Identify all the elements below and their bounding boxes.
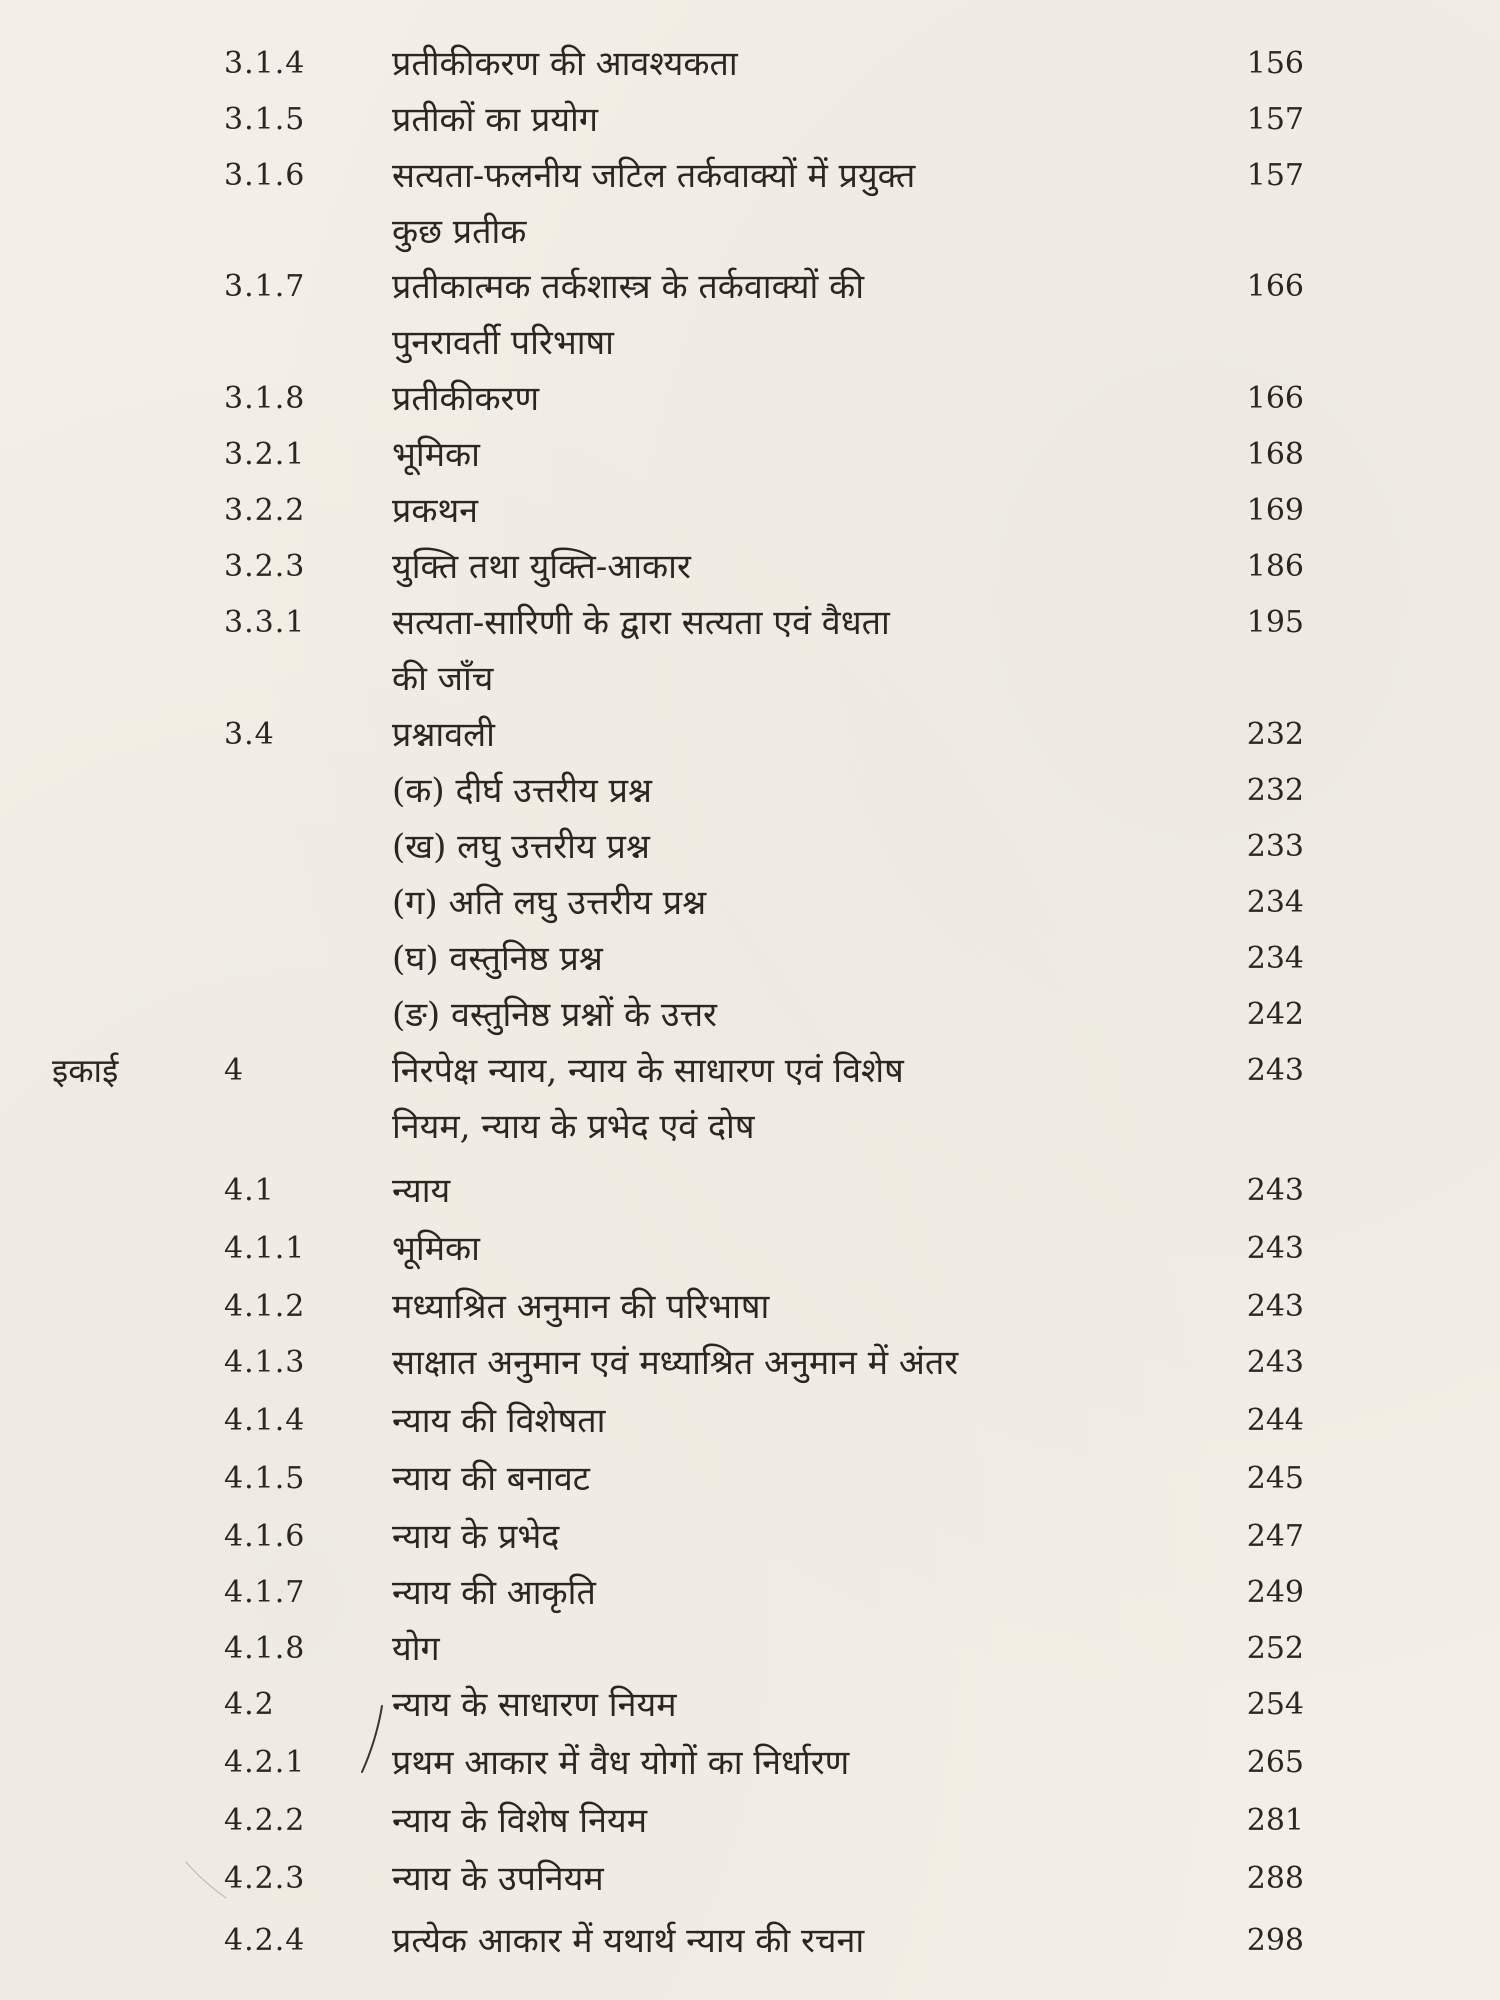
toc-section-title bbox=[392, 875, 1182, 931]
toc-section-number: 4.1.4 bbox=[224, 1403, 306, 1438]
toc-entry bbox=[0, 875, 1500, 931]
toc-page-number: 166 bbox=[1246, 381, 1304, 416]
toc-section-number: 3.2.1 bbox=[224, 437, 306, 472]
toc-page-number: 245 bbox=[1246, 1461, 1304, 1496]
toc-title-line: न्याय की आकृति bbox=[392, 1573, 596, 1613]
toc-page-number: 156 bbox=[1246, 46, 1304, 81]
toc-title-line: सत्यता-फलनीय जटिल तर्कवाक्यों में प्रयुक्त bbox=[392, 156, 916, 196]
toc-title-continuation: नियम, न्याय के प्रभेद एवं दोष bbox=[392, 1107, 755, 1147]
toc-section-title bbox=[392, 1677, 1182, 1733]
toc-section-title bbox=[392, 427, 1182, 483]
toc-title-line: (ङ) वस्तुनिष्ठ प्रश्नों के उत्तर bbox=[392, 995, 717, 1035]
toc-section-title bbox=[392, 931, 1182, 987]
toc-page-number: 157 bbox=[1246, 158, 1304, 193]
toc-entry bbox=[0, 371, 1500, 427]
toc-title-line: प्रत्येक आकार में यथार्थ न्याय की रचना bbox=[392, 1921, 865, 1961]
toc-page-number: 254 bbox=[1246, 1687, 1304, 1722]
toc-section-title bbox=[392, 595, 1182, 707]
toc-title-continuation: की जाँच bbox=[392, 659, 494, 699]
toc-entry bbox=[0, 1451, 1500, 1507]
toc-title-line: साक्षात अनुमान एवं मध्याश्रित अनुमान में अंतर bbox=[392, 1343, 959, 1383]
toc-entry bbox=[0, 1393, 1500, 1449]
toc-section-number: 3.1.4 bbox=[224, 46, 306, 81]
toc-section-title bbox=[392, 539, 1182, 595]
toc-title-line: (घ) वस्तुनिष्ठ प्रश्न bbox=[392, 939, 603, 979]
toc-entry bbox=[0, 259, 1500, 363]
toc-section-title bbox=[392, 1565, 1182, 1621]
toc-section-title bbox=[392, 1393, 1182, 1449]
toc-section-title bbox=[392, 92, 1182, 148]
toc-section-number: 3.1.7 bbox=[224, 269, 306, 304]
toc-title-line: प्रतीकों का प्रयोग bbox=[392, 100, 598, 140]
toc-title-line: प्रकथन bbox=[392, 491, 479, 531]
toc-section-number: 4.2.4 bbox=[224, 1923, 306, 1958]
toc-title-continuation: पुनरावर्ती परिभाषा bbox=[392, 323, 614, 363]
toc-section-number: 3.2.2 bbox=[224, 493, 306, 528]
toc-section-title bbox=[392, 371, 1182, 427]
toc-title-line: भूमिका bbox=[392, 435, 480, 475]
toc-section-title bbox=[392, 1851, 1182, 1907]
toc-section-number: 4.1.7 bbox=[224, 1575, 306, 1610]
toc-section-number: 3.2.3 bbox=[224, 549, 306, 584]
toc-section-title bbox=[392, 987, 1182, 1043]
toc-title-line: (ख) लघु उत्तरीय प्रश्न bbox=[392, 827, 650, 867]
toc-section-title bbox=[392, 707, 1182, 763]
toc-page-number: 186 bbox=[1246, 549, 1304, 584]
toc-entry bbox=[0, 483, 1500, 539]
toc-page-number: 265 bbox=[1246, 1745, 1304, 1780]
toc-page-number: 244 bbox=[1246, 1403, 1304, 1438]
toc-section-title bbox=[392, 1451, 1182, 1507]
toc-entry bbox=[0, 987, 1500, 1043]
toc-section-number: 4 bbox=[224, 1053, 245, 1088]
toc-page-number: 195 bbox=[1246, 605, 1304, 640]
toc-entry bbox=[0, 1163, 1500, 1219]
toc-section-number: 3.3.1 bbox=[224, 605, 306, 640]
toc-page-number: 168 bbox=[1246, 437, 1304, 472]
toc-entry bbox=[0, 92, 1500, 148]
toc-title-continuation: कुछ प्रतीक bbox=[392, 212, 527, 252]
toc-page-number: 234 bbox=[1246, 885, 1304, 920]
toc-page-number: 243 bbox=[1246, 1231, 1304, 1266]
toc-section-number: 3.1.8 bbox=[224, 381, 306, 416]
toc-entry bbox=[0, 539, 1500, 595]
toc-entry bbox=[0, 1793, 1500, 1849]
toc-title-line: मध्याश्रित अनुमान की परिभाषा bbox=[392, 1287, 770, 1327]
toc-section-title bbox=[392, 1335, 1182, 1391]
toc-section-number: 4.2 bbox=[224, 1687, 275, 1722]
toc-entry bbox=[0, 1677, 1500, 1733]
toc-entry bbox=[0, 595, 1500, 699]
toc-page-number: 166 bbox=[1246, 269, 1304, 304]
toc-entry bbox=[0, 1565, 1500, 1621]
toc-section-title bbox=[392, 1735, 1182, 1791]
toc-entry bbox=[0, 1851, 1500, 1907]
toc-section-title bbox=[392, 148, 1182, 260]
toc-title-line: न्याय की विशेषता bbox=[392, 1401, 606, 1441]
toc-section-title bbox=[392, 1509, 1182, 1565]
toc-section-number: 4.2.1 bbox=[224, 1745, 306, 1780]
toc-title-line: (ग) अति लघु उत्तरीय प्रश्न bbox=[392, 883, 707, 923]
toc-title-line: प्रतीकीकरण bbox=[392, 379, 540, 419]
toc-page-number: 157 bbox=[1246, 102, 1304, 137]
toc-title-line: न्याय के साधारण नियम bbox=[392, 1685, 677, 1725]
toc-section-number: 4.2.2 bbox=[224, 1803, 306, 1838]
toc-entry bbox=[0, 1913, 1500, 1969]
toc-title-line: न्याय के प्रभेद bbox=[392, 1517, 560, 1557]
toc-entry bbox=[0, 1335, 1500, 1391]
toc-section-number: 4.1.3 bbox=[224, 1345, 306, 1380]
toc-section-title bbox=[392, 1163, 1182, 1219]
toc-page-number: 243 bbox=[1246, 1345, 1304, 1380]
toc-section-title bbox=[392, 763, 1182, 819]
toc-section-title bbox=[392, 1279, 1182, 1335]
toc-page-number: 232 bbox=[1246, 717, 1304, 752]
toc-page-number: 249 bbox=[1246, 1575, 1304, 1610]
toc-section-title bbox=[392, 483, 1182, 539]
toc-page-number: 232 bbox=[1246, 773, 1304, 808]
toc-section-title bbox=[392, 259, 1182, 371]
toc-title-line: प्रतीकीकरण की आवश्यकता bbox=[392, 44, 738, 84]
toc-entry bbox=[0, 763, 1500, 819]
toc-title-line: सत्यता-सारिणी के द्वारा सत्यता एवं वैधता bbox=[392, 603, 890, 643]
toc-title-line: (क) दीर्घ उत्तरीय प्रश्न bbox=[392, 771, 652, 811]
toc-section-title bbox=[392, 36, 1182, 92]
toc-section-number: 4.1.6 bbox=[224, 1519, 306, 1554]
toc-entry bbox=[0, 1621, 1500, 1677]
toc-section-number: 4.1.5 bbox=[224, 1461, 306, 1496]
toc-entry bbox=[0, 707, 1500, 763]
toc-section-title bbox=[392, 1221, 1182, 1277]
toc-page-number: 298 bbox=[1246, 1923, 1304, 1958]
toc-entry bbox=[0, 427, 1500, 483]
toc-page-number: 233 bbox=[1246, 829, 1304, 864]
toc-title-line: भूमिका bbox=[392, 1229, 480, 1269]
toc-title-line: न्याय के विशेष नियम bbox=[392, 1801, 648, 1841]
toc-entry bbox=[0, 36, 1500, 92]
toc-section-title bbox=[392, 1621, 1182, 1677]
toc-page-number: 281 bbox=[1246, 1803, 1304, 1838]
toc-page-number: 242 bbox=[1246, 997, 1304, 1032]
toc-entry bbox=[0, 931, 1500, 987]
toc-page-number: 243 bbox=[1246, 1053, 1304, 1088]
toc-unit-label: इकाई bbox=[52, 1051, 119, 1090]
toc-entry bbox=[0, 148, 1500, 252]
toc-title-line: निरपेक्ष न्याय, न्याय के साधारण एवं विशेष bbox=[392, 1051, 904, 1091]
toc-page-number: 252 bbox=[1246, 1631, 1304, 1666]
toc-title-line: न्याय bbox=[392, 1171, 451, 1211]
toc-page-number: 243 bbox=[1246, 1289, 1304, 1324]
toc-section-number: 4.2.3 bbox=[224, 1861, 306, 1896]
toc-page-number: 288 bbox=[1246, 1861, 1304, 1896]
toc-section-number: 3.1.6 bbox=[224, 158, 306, 193]
toc-section-number: 4.1.8 bbox=[224, 1631, 306, 1666]
toc-section-title bbox=[392, 1043, 1182, 1155]
toc-title-line: न्याय की बनावट bbox=[392, 1459, 590, 1499]
toc-page-number: 243 bbox=[1246, 1173, 1304, 1208]
toc-page-number: 234 bbox=[1246, 941, 1304, 976]
toc-section-number: 4.1.1 bbox=[224, 1231, 306, 1266]
toc-title-line: योग bbox=[392, 1629, 440, 1669]
toc-section-number: 4.1 bbox=[224, 1173, 275, 1208]
toc-page-number: 247 bbox=[1246, 1519, 1304, 1554]
toc-entry bbox=[0, 819, 1500, 875]
toc-entry bbox=[0, 1279, 1500, 1335]
toc-title-line: प्रतीकात्मक तर्कशास्त्र के तर्कवाक्यों की bbox=[392, 267, 865, 307]
toc-entry bbox=[0, 1221, 1500, 1277]
toc-section-title bbox=[392, 819, 1182, 875]
toc-title-line: प्रथम आकार में वैध योगों का निर्धारण bbox=[392, 1743, 850, 1783]
toc-section-title bbox=[392, 1913, 1182, 1969]
toc-title-line: प्रश्नावली bbox=[392, 715, 495, 755]
toc-section-number: 3.4 bbox=[224, 717, 275, 752]
toc-title-line: युक्ति तथा युक्ति-आकार bbox=[392, 547, 691, 587]
toc-entry bbox=[0, 1509, 1500, 1565]
toc-section-title bbox=[392, 1793, 1182, 1849]
toc-title-line: न्याय के उपनियम bbox=[392, 1859, 604, 1899]
toc-entry bbox=[0, 1735, 1500, 1791]
toc-section-number: 4.1.2 bbox=[224, 1289, 306, 1324]
toc-section-number: 3.1.5 bbox=[224, 102, 306, 137]
toc-entry bbox=[0, 1043, 1500, 1147]
toc-page-number: 169 bbox=[1246, 493, 1304, 528]
